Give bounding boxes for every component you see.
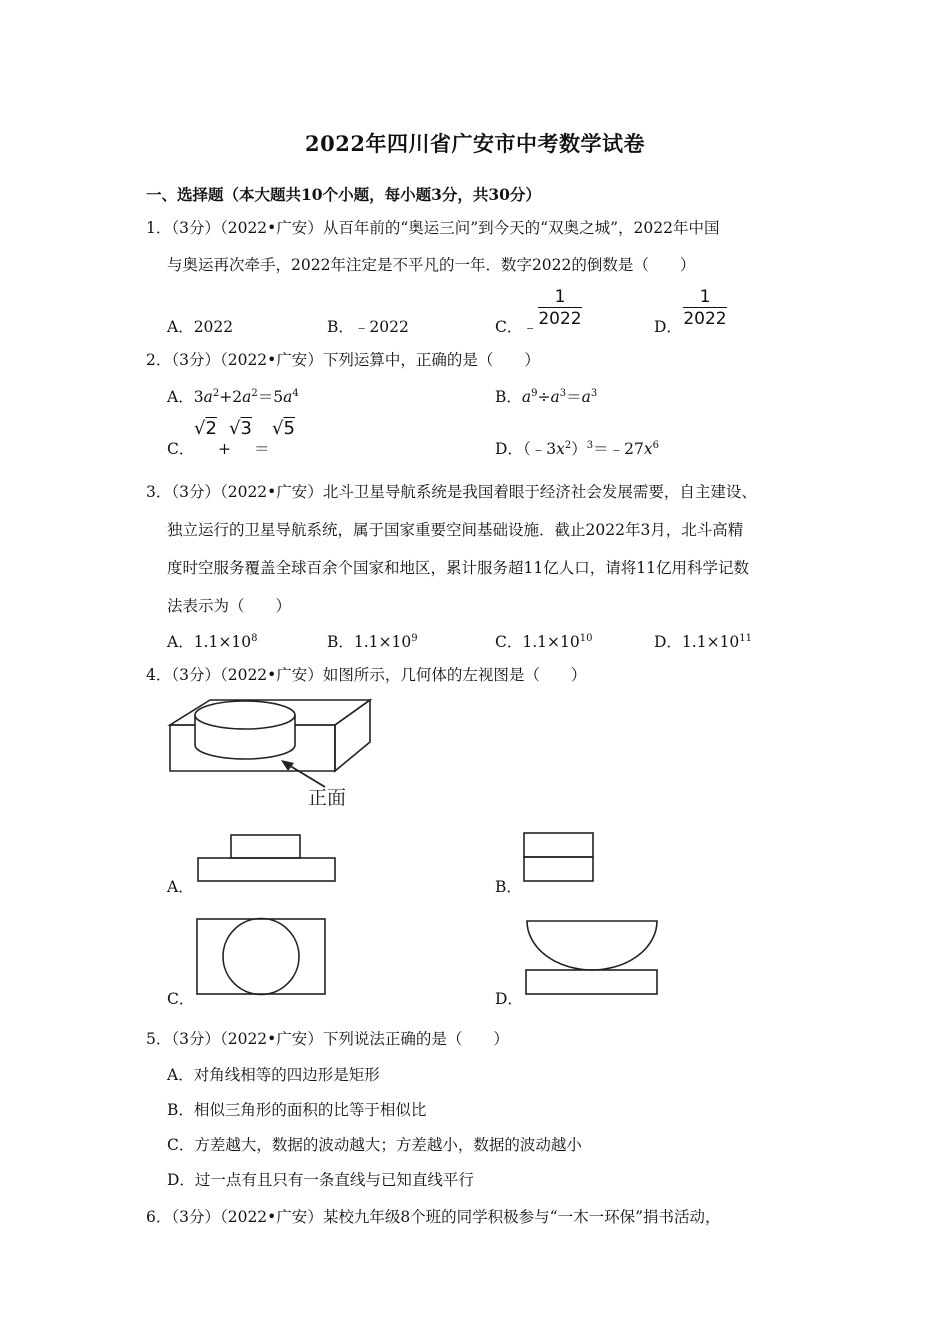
- q4-stem: 4．（3分）（2022•广安）如图所示，几何体的左视图是（ ）: [146, 666, 587, 684]
- q3-option-d: D．$1.1\times 10^{11}$: [654, 632, 753, 651]
- q6-stem-line1: 6．（3分）（2022•广安）某校九年级8个班的同学积极参与“一木一环保”捐书活动，: [146, 1208, 721, 1226]
- q1-option-d-prefix: D．: [654, 318, 682, 336]
- q2-option-c-label: C．: [167, 440, 195, 458]
- q4-option-a-label: A．: [167, 878, 194, 896]
- q3-option-c: C．$1.1\times 10^{10}$: [495, 632, 593, 651]
- q4-solid-figure: [165, 697, 385, 812]
- q4-option-a-view: [197, 834, 337, 884]
- fraction-numerator: 1: [699, 287, 711, 307]
- q4-option-d-view: [524, 918, 660, 996]
- q5-stem: 5．（3分）（2022•广安）下列说法正确的是（ ）: [146, 1030, 509, 1048]
- q2-option-a: A．$3a^2+2a^2=5a^4$: [167, 387, 299, 406]
- q4-option-b-view: [523, 832, 595, 884]
- q2-option-c-sqrt5: √5: [272, 418, 295, 439]
- front-label: 正面: [308, 787, 347, 809]
- q3-stem-line1: 3．（3分）（2022•广安）北斗卫星导航系统是我国着眼于经济社会发展需要，自主建设、: [146, 483, 757, 501]
- q2-stem: 2．（3分）（2022•广安）下列运算中，正确的是（ ）: [146, 351, 540, 369]
- q1-option-a: A．2022: [167, 318, 234, 336]
- q2-option-c-sqrt3: √3: [229, 418, 252, 439]
- q2-option-c-sqrt2: √2: [194, 418, 217, 439]
- q1-stem-line1: 1．（3分）（2022•广安）从百年前的“奥运三问”到今天的“双奥之城”，2022年中国: [146, 219, 720, 237]
- q1-option-c-fraction: [536, 287, 584, 330]
- q2-option-c-plus: +: [218, 440, 231, 458]
- fraction-denominator: 2022: [538, 309, 582, 329]
- page-title: 2022年四川省广安市中考数学试卷: [305, 131, 645, 156]
- q3-stem-line3: 度时空服务覆盖全球百余个国家和地区，累计服务超11亿人口，请将11亿用科学记数: [167, 559, 749, 577]
- q5-option-b: B．相似三角形的面积的比等于相似比: [167, 1101, 427, 1119]
- q4-option-b-label: B．: [495, 878, 522, 896]
- fraction-denominator: 2022: [683, 309, 727, 329]
- fraction-numerator: 1: [554, 287, 566, 307]
- q4-option-d-label: D．: [495, 990, 523, 1008]
- q1-option-c-prefix: C．﹣: [495, 318, 538, 336]
- q5-option-a: A．对角线相等的四边形是矩形: [167, 1066, 380, 1084]
- q1-option-d-fraction: [681, 287, 729, 330]
- q2-option-b: B．$a^9\div a^3=a^3$: [495, 387, 598, 406]
- q2-option-d: D．$(﹣3x^2)^3=﹣27x^6$: [495, 439, 659, 458]
- q4-option-c-label: C．: [167, 990, 195, 1008]
- q1-option-b: B．﹣2022: [327, 318, 409, 336]
- section-heading: 一、选择题（本大题共10个小题，每小题3分，共30分）: [146, 185, 541, 204]
- q1-stem-line2: 与奥运再次牵手，2022年注定是不平凡的一年．数字2022的倒数是（ ）: [167, 256, 696, 274]
- q3-option-a: A．$1.1\times 10^8$: [167, 632, 258, 651]
- q4-option-c-view: [196, 918, 326, 996]
- q3-stem-line2: 独立运行的卫星导航系统，属于国家重要空间基础设施．截止2022年3月，北斗高精: [167, 521, 744, 539]
- q5-option-d: D．过一点有且只有一条直线与已知直线平行: [167, 1171, 474, 1189]
- q5-option-c: C．方差越大，数据的波动越大；方差越小，数据的波动越小: [167, 1136, 582, 1154]
- q3-stem-line4: 法表示为（ ）: [167, 597, 292, 615]
- q3-option-b: B．$1.1\times 10^9$: [327, 632, 418, 651]
- q2-option-c-equals: ＝: [254, 440, 270, 458]
